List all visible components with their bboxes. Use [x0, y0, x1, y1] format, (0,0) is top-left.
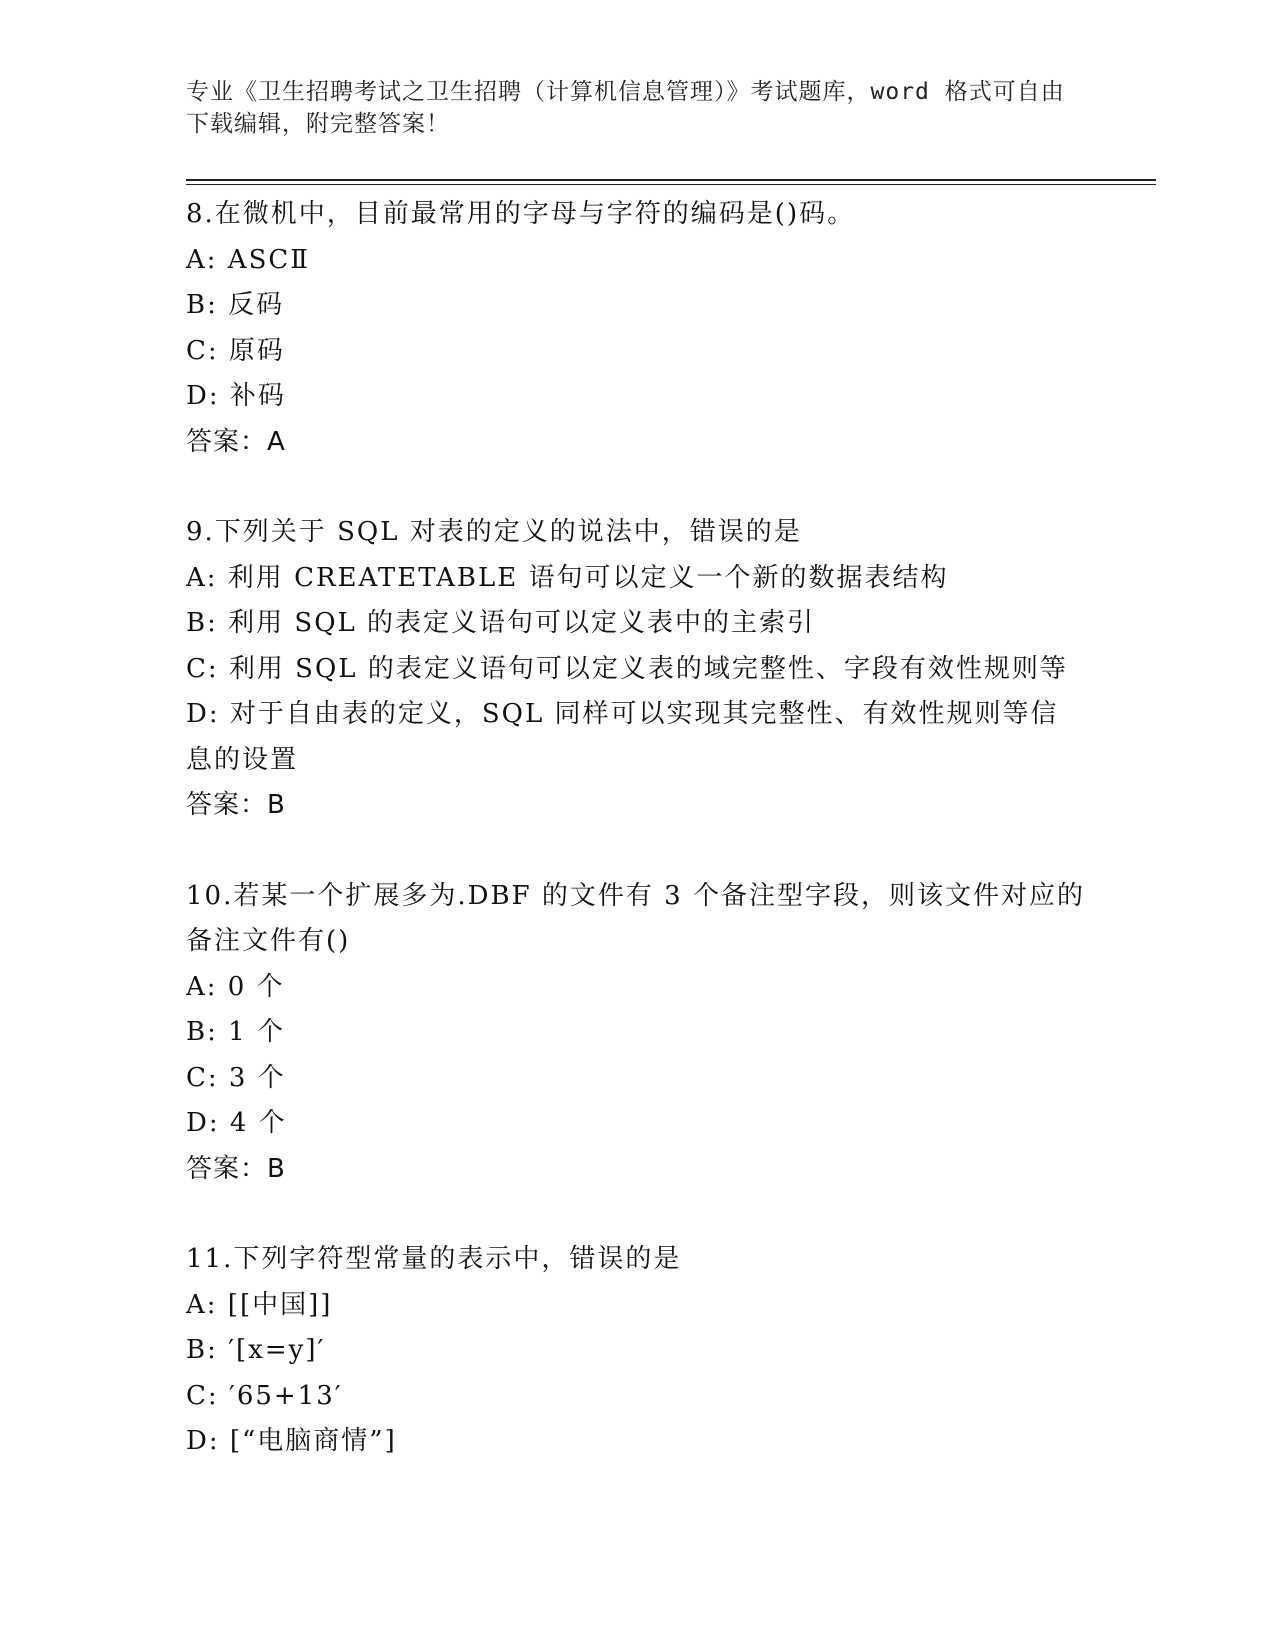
option-a: A: ASCⅡ	[186, 244, 310, 275]
option-c: C: 利用 SQL 的表定义语句可以定义表的域完整性、字段有效性规则等	[186, 653, 1068, 684]
option-a: A: 利用 CREATETABLE 语句可以定义一个新的数据表结构	[186, 562, 949, 593]
option-a: A: 0 个	[186, 971, 285, 1002]
question-stem: 9.下列关于 SQL 对表的定义的说法中，错误的是	[186, 517, 802, 547]
question-11	[186, 1237, 1086, 1465]
option-c: C: 3 个	[186, 1062, 286, 1093]
option-a: A: [[中国]]	[186, 1289, 333, 1320]
option-b: B: 反码	[186, 290, 285, 320]
option-d: D: 4 个	[186, 1108, 287, 1138]
question-stem: 11.下列字符型常量的表示中，错误的是	[186, 1244, 682, 1274]
question-stem: 8.在微机中，目前最常用的字母与字符的编码是()码。	[186, 199, 856, 229]
option-c: C: 原码	[186, 335, 285, 366]
option-b: B: 利用 SQL 的表定义语句可以定义表中的主索引	[186, 608, 816, 638]
document-header: 专业《卫生招聘考试之卫生招聘（计算机信息管理）》考试题库，word 格式可自由下载编辑，附完整答案！	[186, 79, 1065, 137]
document-page	[186, 0, 1156, 1650]
question-10	[186, 874, 1086, 1193]
option-b: B: 1 个	[186, 1017, 285, 1047]
answer-label: 答案：B	[186, 790, 286, 820]
option-d: D: 补码	[186, 381, 286, 411]
question-list	[186, 192, 1086, 1510]
option-d: D: [“电脑商情”]	[186, 1426, 397, 1456]
answer-label: 答案：B	[186, 1153, 286, 1184]
question-8	[186, 192, 1086, 465]
option-d: D: 对于自由表的定义，SQL 同样可以实现其完整性、有效性规则等信息的设置	[186, 699, 1059, 775]
option-c: C: ′65+13′	[186, 1380, 343, 1411]
header-divider	[186, 179, 1156, 185]
question-stem: 10.若某一个扩展多为.DBF 的文件有 3 个备注型字段，则该文件对应的备注文件有()	[186, 880, 1085, 956]
option-b: B: ′[x=y]′	[186, 1335, 326, 1365]
question-9	[186, 510, 1086, 829]
answer-label: 答案：A	[186, 426, 286, 457]
